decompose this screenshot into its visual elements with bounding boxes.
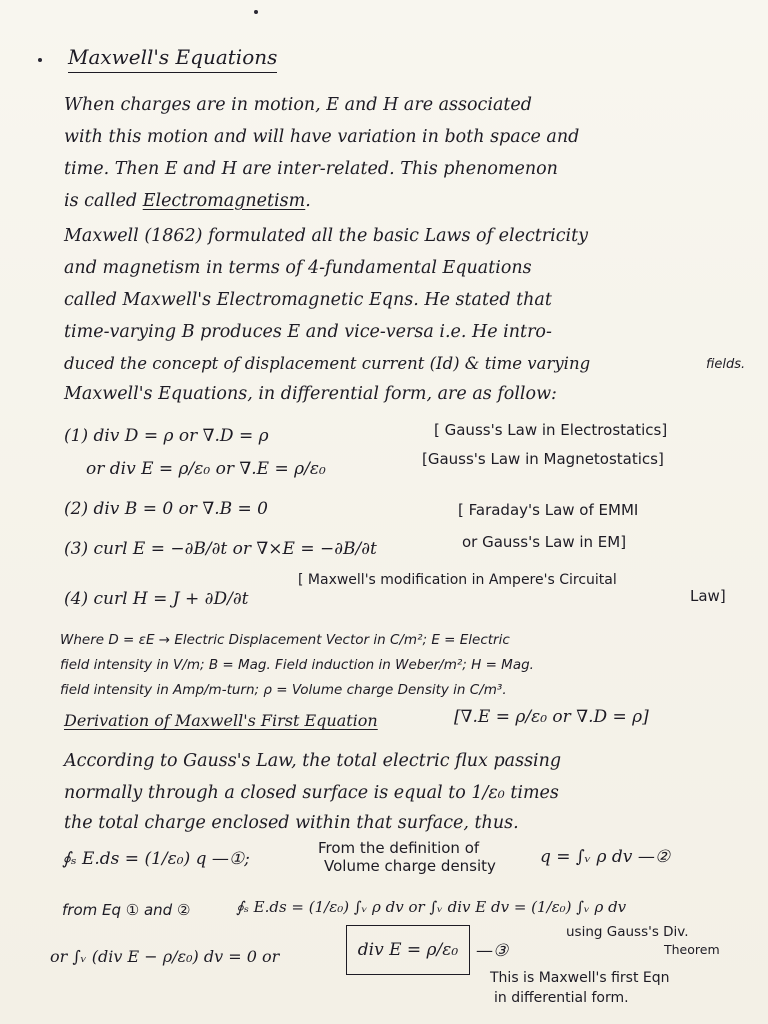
paragraph-line: with this motion and will have variation in both space and [64, 127, 580, 147]
equation-3-note-a: [ Faraday's Law of EMMI [458, 501, 639, 519]
derivation-line: According to Gauss's Law, the total electric flux passing [64, 751, 562, 771]
paragraph-line: time. Then E and H are inter-related. This phenomenon [64, 159, 558, 179]
paragraph-line: time-varying B produces E and vice-versa i.e. He intro- [64, 322, 552, 342]
equation-4-note-a: [ Maxwell's modification in Ampere's Circuital [298, 572, 617, 588]
key-term: Electromagnetism [142, 191, 306, 211]
derivation-heading: Derivation of Maxwell's First Equation [64, 711, 378, 730]
charge-equation: q = ∫ᵥ ρ dv —② [540, 847, 671, 867]
text-span: is called [64, 191, 143, 211]
equation-3-note-b: or Gauss's Law in EM] [462, 533, 627, 551]
gauss-law-equation: ∮ₛ E.ds = (1/ε₀) q —①; [62, 849, 250, 869]
text-span: . [305, 191, 311, 211]
paragraph-line: When charges are in motion, E and H are associated [64, 95, 532, 115]
paragraph-line [64, 190, 311, 212]
equation-1a-note: [ Gauss's Law in Electrostatics] [434, 421, 668, 439]
paragraph-line: called Maxwell's Electromagnetic Eqns. He stated that [64, 290, 552, 310]
conclusion-line: This is Maxwell's first Eqn [490, 970, 670, 986]
equation-4-note-b: Law] [690, 587, 726, 605]
ink-dot [254, 10, 258, 14]
maxwell-first-equation-box: div E = ρ/ε₀ [346, 925, 470, 975]
integral-zero-equation: or ∫ᵥ (div E − ρ/ε₀) dv = 0 or [50, 947, 280, 966]
definitions-line: field intensity in Amp/m-turn; ρ = Volume charge Density in C/m³. [60, 682, 507, 698]
paragraph-line: Maxwell (1862) formulated all the basic Laws of electricity [64, 226, 589, 246]
equation-1b-note: [Gauss's Law in Magnetostatics] [422, 450, 664, 468]
definition-note: Volume charge density [324, 857, 496, 875]
equation-2: (2) div B = 0 or ∇.B = 0 [64, 499, 268, 519]
equation-1b: or div E = ρ/ε₀ or ∇.E = ρ/ε₀ [86, 459, 326, 479]
equation-3-label: —③ [476, 941, 509, 961]
equations-intro: Maxwell's Equations, in differential form, are as follow: [64, 384, 557, 404]
definitions-line: field intensity in V/m; B = Mag. Field induction in Weber/m²; H = Mag. [60, 657, 534, 673]
derivation-line: normally through a closed surface is equal to 1/ε₀ times [64, 783, 559, 803]
paragraph-line: duced the concept of displacement current (Id) & time varying [64, 354, 591, 373]
derivation-line: the total charge enclosed within that surface, thus. [64, 813, 519, 833]
equation-3: (3) curl E = −∂B/∂t or ∇×E = −∂B/∂t [64, 539, 377, 559]
equation-1a: (1) div D = ρ or ∇.D = ρ [64, 426, 269, 446]
conclusion-line: in differential form. [494, 990, 629, 1006]
equation-4: (4) curl H = J + ∂D/∂t [64, 589, 249, 609]
ink-dot [38, 58, 42, 62]
divergence-theorem-note: Theorem [664, 942, 720, 957]
fields-word: fields. [706, 357, 746, 372]
divergence-theorem-note: using Gauss's Div. [566, 924, 689, 940]
combined-equation: ∮ₛ E.ds = (1/ε₀) ∫ᵥ ρ dv or ∫ᵥ div E dv = (1/ε₀) ∫ᵥ ρ dv [236, 898, 627, 916]
derivation-heading-equation: [∇.E = ρ/ε₀ or ∇.D = ρ] [454, 707, 649, 727]
from-equations-label: from Eq ① and ② [62, 901, 191, 919]
page-title: Maxwell's Equations [68, 44, 277, 73]
definition-note: From the definition of [318, 839, 480, 857]
definitions-line: Where D = εE → Electric Displacement Vector in C/m²; E = Electric [60, 632, 510, 648]
paragraph-line: and magnetism in terms of 4-fundamental Equations [64, 258, 532, 278]
